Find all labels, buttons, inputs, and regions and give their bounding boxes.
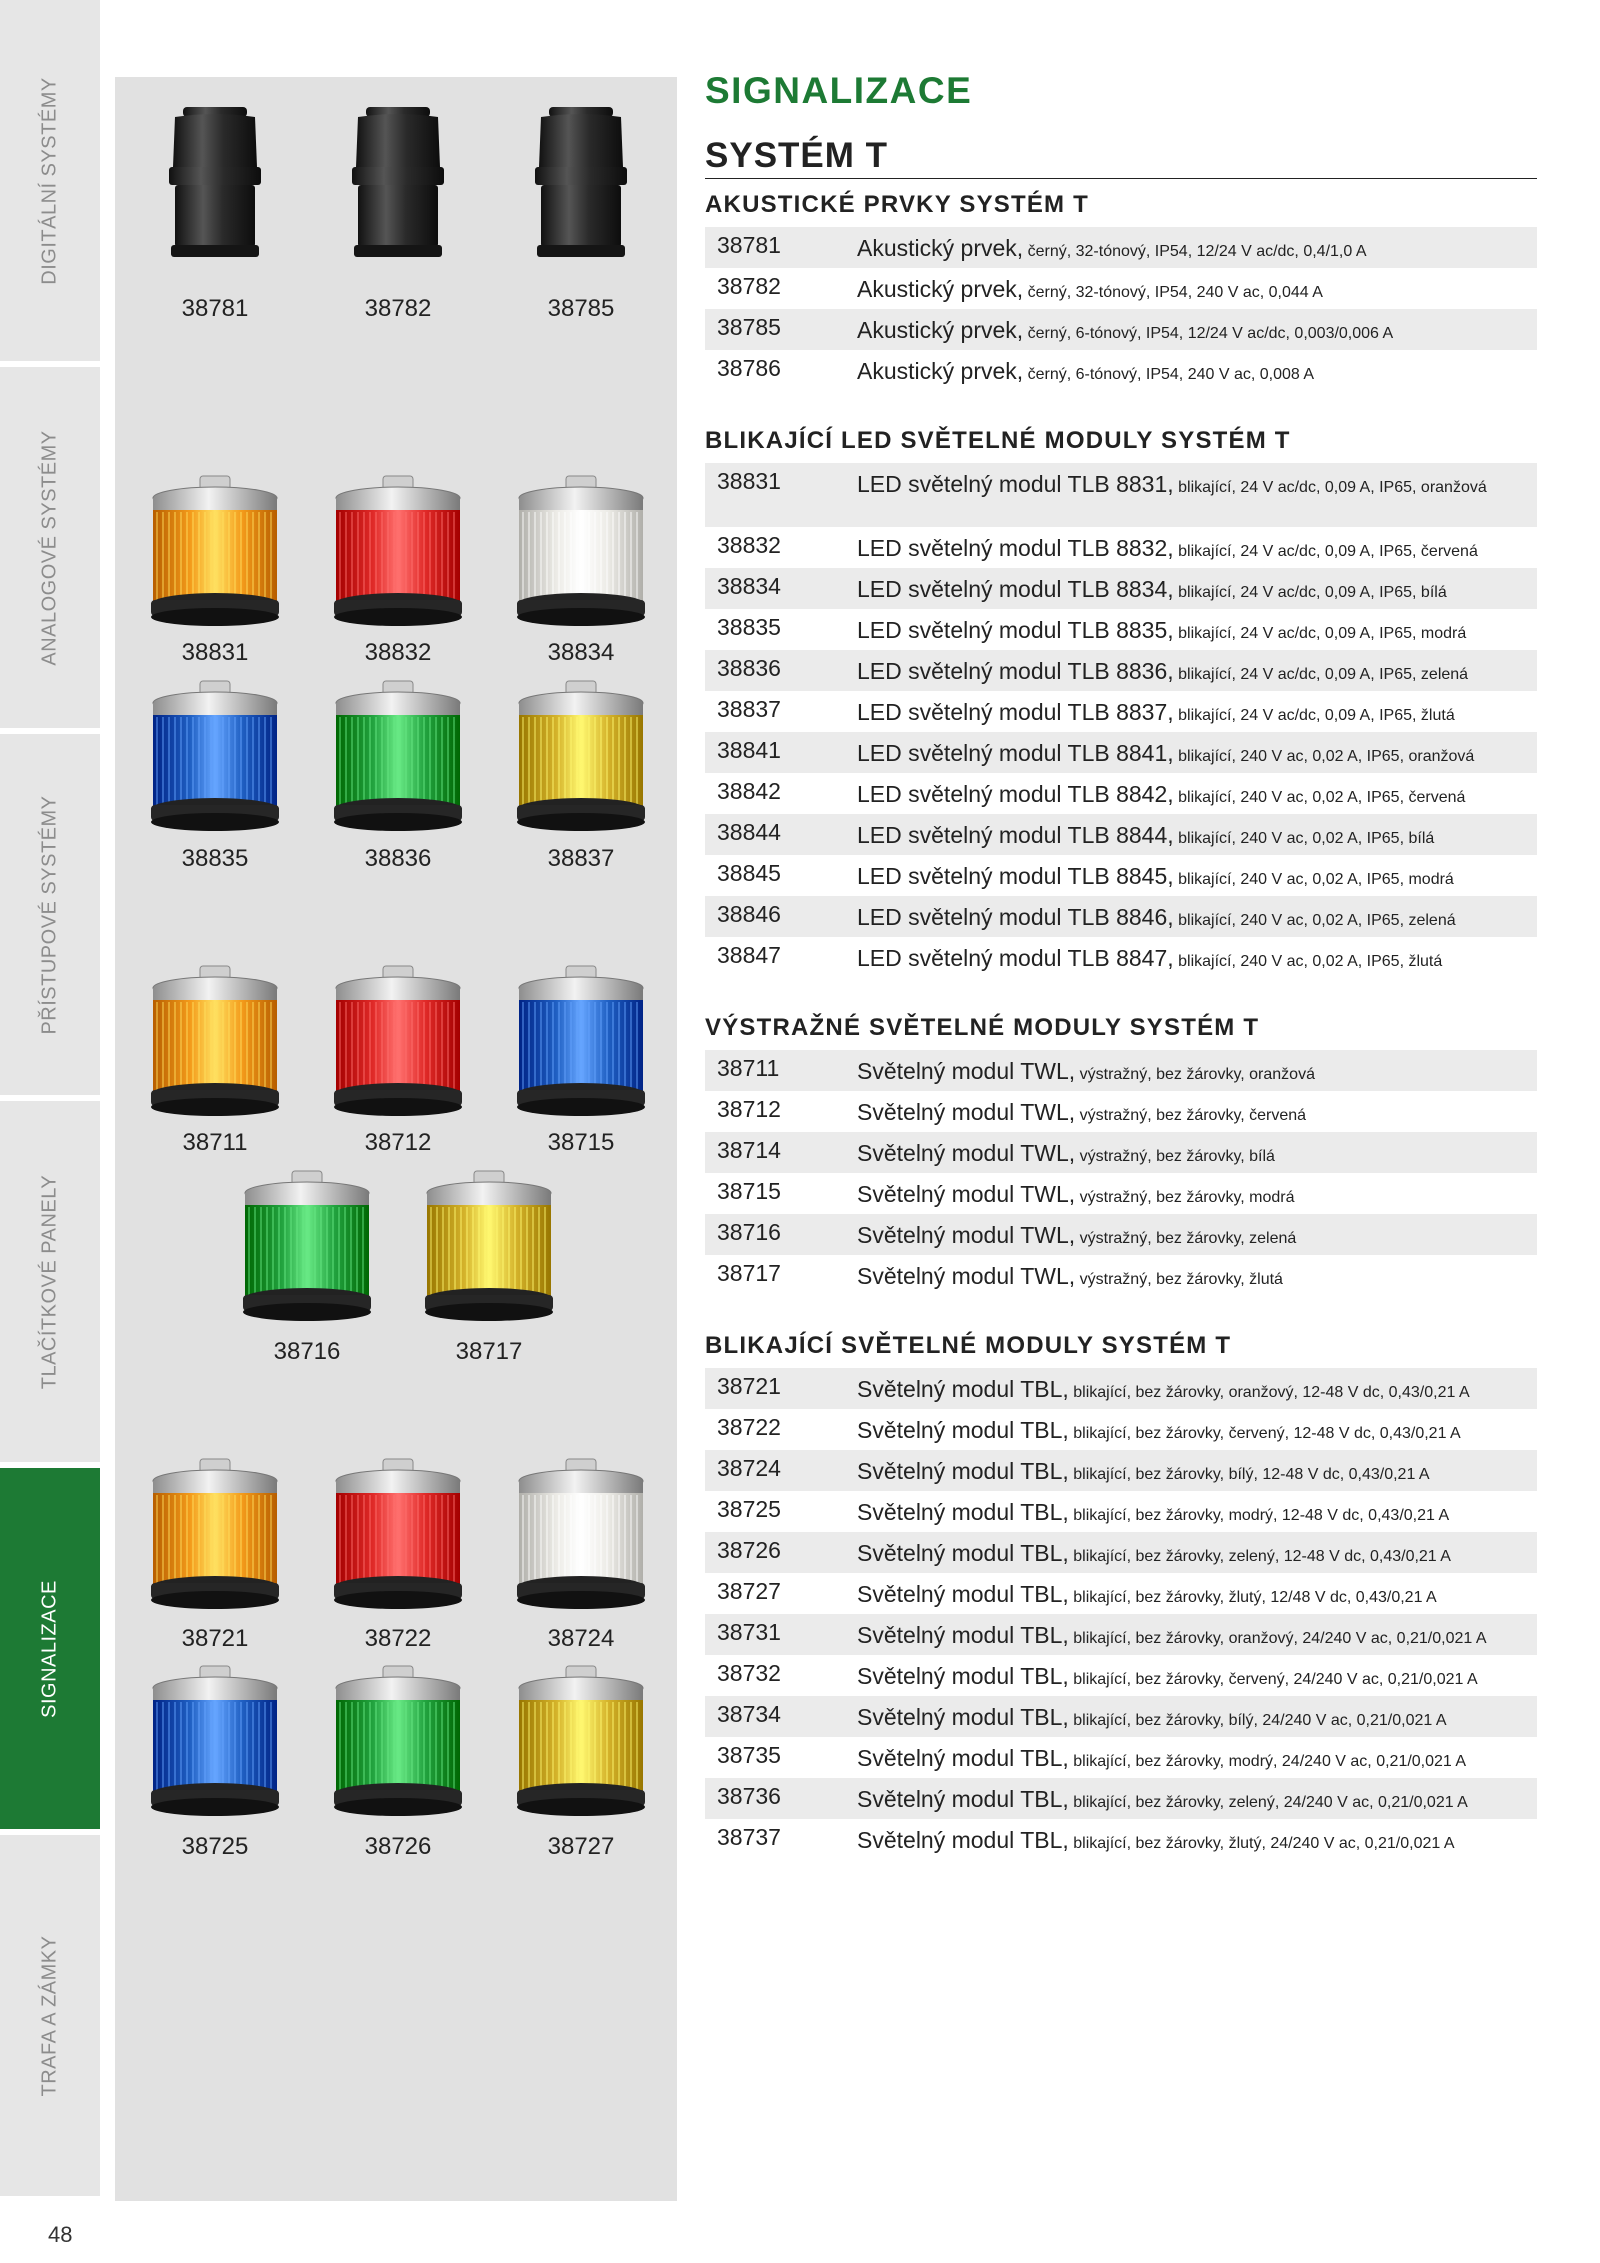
product-code: 38835 — [717, 614, 781, 640]
product-spec: blikající, 240 V ac, 0,02 A, IP65, oranžová — [1178, 748, 1475, 765]
product-spec: blikající, bez žárovky, modrý, 24/240 V ac, 0,21/0,021 A — [1073, 1753, 1467, 1770]
product-description — [857, 273, 1537, 304]
product-code: 38734 — [717, 1701, 781, 1727]
product-table — [705, 1368, 1537, 1860]
product-name: Akustický prvek, — [857, 358, 1024, 384]
product-description — [857, 355, 1537, 386]
table-row — [705, 350, 1537, 391]
product-spec: blikající, bez žárovky, oranžový, 12-48 V dc, 0,43/0,21 A — [1073, 1384, 1470, 1401]
image-code-label: 38831 — [181, 639, 249, 666]
product-description — [857, 1783, 1537, 1814]
product-spec: výstražný, bez žárovky, modrá — [1079, 1189, 1295, 1206]
product-code: 38731 — [717, 1619, 781, 1645]
light-module-image — [419, 1167, 559, 1327]
product-description — [857, 1373, 1537, 1404]
product-name: Světelný modul TBL, — [857, 1827, 1069, 1853]
side-tab-label: TRAFA A ZÁMKY — [38, 1935, 61, 2096]
image-code-label: 38717 — [455, 1338, 523, 1365]
product-spec: blikající, 240 V ac, 0,02 A, IP65, bílá — [1178, 830, 1435, 847]
table-row — [705, 1173, 1537, 1214]
side-tab-label: SIGNALIZACE — [38, 1579, 61, 1718]
side-tab-5[interactable] — [0, 1835, 100, 2199]
product-name: LED světelný modul TLB 8842, — [857, 781, 1174, 807]
product-name: Světelný modul TBL, — [857, 1458, 1069, 1484]
table-row — [705, 1778, 1537, 1819]
image-code-label: 38837 — [547, 845, 615, 872]
product-description — [857, 614, 1537, 645]
product-name: Akustický prvek, — [857, 317, 1024, 343]
product-description — [857, 1701, 1537, 1732]
table-row — [705, 609, 1537, 650]
product-description — [857, 1414, 1537, 1445]
product-sections — [705, 191, 1537, 1860]
product-code: 38726 — [717, 1537, 781, 1563]
product-spec: blikající, bez žárovky, bílý, 12-48 V dc, 0,43/0,21 A — [1073, 1466, 1430, 1483]
product-code: 38842 — [717, 778, 781, 804]
image-code-label: 38782 — [364, 295, 432, 322]
product-description — [857, 1742, 1537, 1773]
light-module-image — [511, 1662, 651, 1822]
light-module-image — [328, 1662, 468, 1822]
product-code: 38716 — [717, 1219, 781, 1245]
product-code: 38712 — [717, 1096, 781, 1122]
product-code: 38735 — [717, 1742, 781, 1768]
image-code-label: 38722 — [364, 1625, 432, 1652]
side-tab-label: PŘÍSTUPOVÉ SYSTÉMY — [38, 794, 61, 1035]
product-code: 38836 — [717, 655, 781, 681]
product-code: 38847 — [717, 942, 781, 968]
image-code-label: 38781 — [181, 295, 249, 322]
table-row — [705, 1573, 1537, 1614]
product-code: 38736 — [717, 1783, 781, 1809]
product-description — [857, 1619, 1537, 1650]
image-code-label: 38715 — [547, 1129, 615, 1156]
light-module-image — [237, 1167, 377, 1327]
product-name: Světelný modul TWL, — [857, 1181, 1076, 1207]
image-code-label: 38836 — [364, 845, 432, 872]
product-spec: blikající, 24 V ac/dc, 0,09 A, IP65, oranžová — [1178, 479, 1487, 496]
section-title: AKUSTICKÉ PRVKY SYSTÉM T — [705, 191, 1089, 218]
product-spec: blikající, 24 V ac/dc, 0,09 A, IP65, červená — [1178, 543, 1478, 560]
product-table — [705, 1050, 1537, 1296]
product-name: Světelný modul TBL, — [857, 1376, 1069, 1402]
product-name: Světelný modul TBL, — [857, 1663, 1069, 1689]
product-spec: výstražný, bez žárovky, zelená — [1079, 1230, 1297, 1247]
product-name: LED světelný modul TLB 8841, — [857, 740, 1174, 766]
table-row — [705, 1255, 1537, 1296]
buzzer-image — [328, 105, 468, 265]
product-description — [857, 1219, 1537, 1250]
light-module-image — [328, 472, 468, 632]
side-tab-4[interactable] — [0, 1468, 100, 1832]
product-code: 38834 — [717, 573, 781, 599]
product-spec: blikající, bez žárovky, modrý, 12-48 V dc, 0,43/0,21 A — [1073, 1507, 1450, 1524]
product-name: Akustický prvek, — [857, 235, 1024, 261]
table-row — [705, 1091, 1537, 1132]
table-row — [705, 1132, 1537, 1173]
page-number: 48 — [48, 2222, 73, 2247]
product-code: 38846 — [717, 901, 781, 927]
product-description — [857, 1824, 1537, 1855]
product-spec: černý, 6-tónový, IP54, 12/24 V ac/dc, 0,003/0,006 A — [1027, 325, 1394, 342]
table-row — [705, 1819, 1537, 1860]
product-description — [857, 314, 1537, 345]
product-name: LED světelný modul TLB 8834, — [857, 576, 1174, 602]
product-description — [857, 655, 1537, 686]
product-spec: blikající, 240 V ac, 0,02 A, IP65, červená — [1178, 789, 1466, 806]
product-name: Světelný modul TBL, — [857, 1540, 1069, 1566]
light-module-image — [145, 472, 285, 632]
product-code: 38832 — [717, 532, 781, 558]
product-spec: blikající, 240 V ac, 0,02 A, IP65, žlutá — [1178, 953, 1443, 970]
product-description — [857, 1578, 1537, 1609]
section-title: VÝSTRAŽNÉ SVĚTELNÉ MODULY SYSTÉM T — [705, 1014, 1260, 1041]
product-description — [857, 942, 1537, 973]
product-code: 38717 — [717, 1260, 781, 1286]
catalog-content — [705, 70, 1537, 1860]
product-spec: blikající, bez žárovky, žlutý, 12/48 V dc, 0,43/0,21 A — [1073, 1589, 1437, 1606]
light-module-image — [511, 677, 651, 837]
table-row — [705, 1614, 1537, 1655]
product-spec: blikající, bez žárovky, bílý, 24/240 V ac, 0,21/0,021 A — [1073, 1712, 1447, 1729]
table-row — [705, 309, 1537, 350]
product-table — [705, 227, 1537, 391]
product-name: LED světelný modul TLB 8832, — [857, 535, 1174, 561]
table-row — [705, 691, 1537, 732]
product-code: 38725 — [717, 1496, 781, 1522]
table-row — [705, 1696, 1537, 1737]
product-spec: výstražný, bez žárovky, červená — [1079, 1107, 1307, 1124]
product-spec: blikající, bez žárovky, zelený, 12-48 V dc, 0,43/0,21 A — [1073, 1548, 1451, 1565]
table-row — [705, 1050, 1537, 1091]
product-spec: blikající, 24 V ac/dc, 0,09 A, IP65, bílá — [1178, 584, 1447, 601]
product-code: 38727 — [717, 1578, 781, 1604]
image-code-label: 38832 — [364, 639, 432, 666]
side-tab-1[interactable] — [0, 367, 100, 731]
product-description — [857, 232, 1537, 263]
product-name: Akustický prvek, — [857, 276, 1024, 302]
product-code: 38844 — [717, 819, 781, 845]
product-code: 38786 — [717, 355, 781, 381]
product-table — [705, 463, 1537, 978]
image-code-label: 38834 — [547, 639, 615, 666]
product-description — [857, 573, 1537, 604]
light-module-image — [511, 1455, 651, 1615]
product-name: LED světelný modul TLB 8837, — [857, 699, 1174, 725]
product-name: LED světelný modul TLB 8845, — [857, 863, 1174, 889]
product-code: 38845 — [717, 860, 781, 886]
image-code-label: 38727 — [547, 1833, 615, 1860]
product-spec: blikající, 24 V ac/dc, 0,09 A, IP65, zelená — [1178, 666, 1469, 683]
table-row — [705, 227, 1537, 268]
product-spec: černý, 32-tónový, IP54, 240 V ac, 0,044 A — [1027, 284, 1323, 301]
table-row — [705, 896, 1537, 937]
product-name: Světelný modul TWL, — [857, 1099, 1076, 1125]
image-code-label: 38785 — [547, 295, 615, 322]
product-spec: blikající, bez žárovky, zelený, 24/240 V ac, 0,21/0,021 A — [1073, 1794, 1468, 1811]
product-code: 38841 — [717, 737, 781, 763]
product-name: LED světelný modul TLB 8847, — [857, 945, 1174, 971]
product-code: 38785 — [717, 314, 781, 340]
product-description — [857, 819, 1537, 850]
product-description — [857, 1137, 1537, 1168]
table-row — [705, 463, 1537, 527]
brand-title: SIGNALIZACE — [705, 70, 973, 111]
light-module-image — [511, 962, 651, 1122]
table-row — [705, 568, 1537, 609]
buzzer-image — [511, 105, 651, 265]
table-row — [705, 814, 1537, 855]
image-code-label: 38724 — [547, 1625, 615, 1652]
table-row — [705, 732, 1537, 773]
table-row — [705, 1409, 1537, 1450]
light-module-image — [328, 677, 468, 837]
product-code: 38722 — [717, 1414, 781, 1440]
table-row — [705, 1532, 1537, 1573]
table-row — [705, 1368, 1537, 1409]
product-code: 38715 — [717, 1178, 781, 1204]
light-module-image — [145, 1455, 285, 1615]
image-code-label: 38716 — [273, 1338, 341, 1365]
product-description — [857, 1496, 1537, 1527]
light-module-image — [145, 677, 285, 837]
product-description — [857, 1178, 1537, 1209]
product-description — [857, 1096, 1537, 1127]
product-code: 38781 — [717, 232, 781, 258]
product-code: 38737 — [717, 1824, 781, 1850]
table-row — [705, 937, 1537, 978]
product-spec: blikající, bez žárovky, oranžový, 24/240 V ac, 0,21/0,021 A — [1073, 1630, 1487, 1647]
product-spec: blikající, 240 V ac, 0,02 A, IP65, modrá — [1178, 871, 1454, 888]
section-title: BLIKAJÍCÍ LED SVĚTELNÉ MODULY SYSTÉM T — [705, 427, 1291, 454]
table-row — [705, 1655, 1537, 1696]
light-module-image — [145, 962, 285, 1122]
light-module-image — [328, 962, 468, 1122]
product-description — [857, 1455, 1537, 1486]
side-tab-3[interactable] — [0, 1101, 100, 1465]
table-row — [705, 1450, 1537, 1491]
side-tab-0[interactable] — [0, 0, 100, 364]
product-name: LED světelný modul TLB 8836, — [857, 658, 1174, 684]
table-row — [705, 527, 1537, 568]
product-code: 38732 — [717, 1660, 781, 1686]
side-tab-bar — [0, 0, 100, 2200]
product-description — [857, 468, 1537, 499]
product-spec: výstražný, bez žárovky, žlutá — [1079, 1271, 1283, 1288]
product-name: Světelný modul TBL, — [857, 1786, 1069, 1812]
product-image-panel — [115, 77, 677, 2201]
product-description — [857, 1660, 1537, 1691]
product-description — [857, 860, 1537, 891]
product-spec: blikající, bez žárovky, červený, 24/240 V ac, 0,21/0,021 A — [1073, 1671, 1478, 1688]
side-tab-label: ANALOGOVÉ SYSTÉMY — [38, 429, 61, 666]
product-code: 38831 — [717, 468, 781, 494]
product-code: 38724 — [717, 1455, 781, 1481]
product-spec: blikající, 24 V ac/dc, 0,09 A, IP65, žlutá — [1178, 707, 1455, 724]
table-row — [705, 1491, 1537, 1532]
product-spec: černý, 32-tónový, IP54, 12/24 V ac/dc, 0,4/1,0 A — [1027, 243, 1367, 260]
product-description — [857, 1055, 1537, 1086]
light-module-image — [511, 472, 651, 632]
product-description — [857, 778, 1537, 809]
light-module-image — [145, 1662, 285, 1822]
product-code: 38721 — [717, 1373, 781, 1399]
product-spec: blikající, 240 V ac, 0,02 A, IP65, zelená — [1178, 912, 1456, 929]
product-name: Světelný modul TBL, — [857, 1745, 1069, 1771]
product-name: Světelný modul TBL, — [857, 1622, 1069, 1648]
product-name: LED světelný modul TLB 8844, — [857, 822, 1174, 848]
system-title: SYSTÉM T — [705, 136, 1537, 179]
buzzer-image — [145, 105, 285, 265]
product-name: Světelný modul TBL, — [857, 1417, 1069, 1443]
product-name: LED světelný modul TLB 8831, — [857, 471, 1174, 497]
table-row — [705, 268, 1537, 309]
image-code-label: 38712 — [364, 1129, 432, 1156]
image-code-label: 38726 — [364, 1833, 432, 1860]
product-code: 38782 — [717, 273, 781, 299]
product-spec: černý, 6-tónový, IP54, 240 V ac, 0,008 A — [1027, 366, 1315, 383]
product-description — [857, 901, 1537, 932]
product-name: Světelný modul TBL, — [857, 1581, 1069, 1607]
light-module-image — [328, 1455, 468, 1615]
side-tab-2[interactable] — [0, 734, 100, 1098]
product-code: 38714 — [717, 1137, 781, 1163]
image-code-label: 38725 — [181, 1833, 249, 1860]
product-description — [857, 1537, 1537, 1568]
section-title: BLIKAJÍCÍ SVĚTELNÉ MODULY SYSTÉM T — [705, 1332, 1232, 1359]
table-row — [705, 855, 1537, 896]
product-name: Světelný modul TWL, — [857, 1222, 1076, 1248]
product-name: LED světelný modul TLB 8846, — [857, 904, 1174, 930]
product-description — [857, 737, 1537, 768]
product-description — [857, 1260, 1537, 1291]
product-name: Světelný modul TWL, — [857, 1263, 1076, 1289]
product-spec: blikající, bez žárovky, červený, 12-48 V dc, 0,43/0,21 A — [1073, 1425, 1461, 1442]
product-spec: výstražný, bez žárovky, oranžová — [1079, 1066, 1315, 1083]
product-spec: výstražný, bez žárovky, bílá — [1079, 1148, 1275, 1165]
table-row — [705, 773, 1537, 814]
product-code: 38711 — [717, 1055, 780, 1081]
product-description — [857, 532, 1537, 563]
side-tab-label: DIGITÁLNÍ SYSTÉMY — [38, 76, 61, 285]
product-name: Světelný modul TBL, — [857, 1704, 1069, 1730]
product-spec: blikající, 24 V ac/dc, 0,09 A, IP65, modrá — [1178, 625, 1467, 642]
product-name: Světelný modul TWL, — [857, 1058, 1076, 1084]
product-name: LED světelný modul TLB 8835, — [857, 617, 1174, 643]
image-code-label: 38835 — [181, 845, 249, 872]
product-description — [857, 696, 1537, 727]
image-code-label: 38721 — [181, 1625, 249, 1652]
side-tab-label: TLAČÍTKOVÉ PANELY — [38, 1174, 61, 1389]
table-row — [705, 1737, 1537, 1778]
image-code-label: 38711 — [182, 1129, 248, 1156]
product-spec: blikající, bez žárovky, žlutý, 24/240 V ac, 0,21/0,021 A — [1073, 1835, 1455, 1852]
product-name: Světelný modul TBL, — [857, 1499, 1069, 1525]
product-code: 38837 — [717, 696, 781, 722]
table-row — [705, 1214, 1537, 1255]
table-row — [705, 650, 1537, 691]
product-name: Světelný modul TWL, — [857, 1140, 1076, 1166]
